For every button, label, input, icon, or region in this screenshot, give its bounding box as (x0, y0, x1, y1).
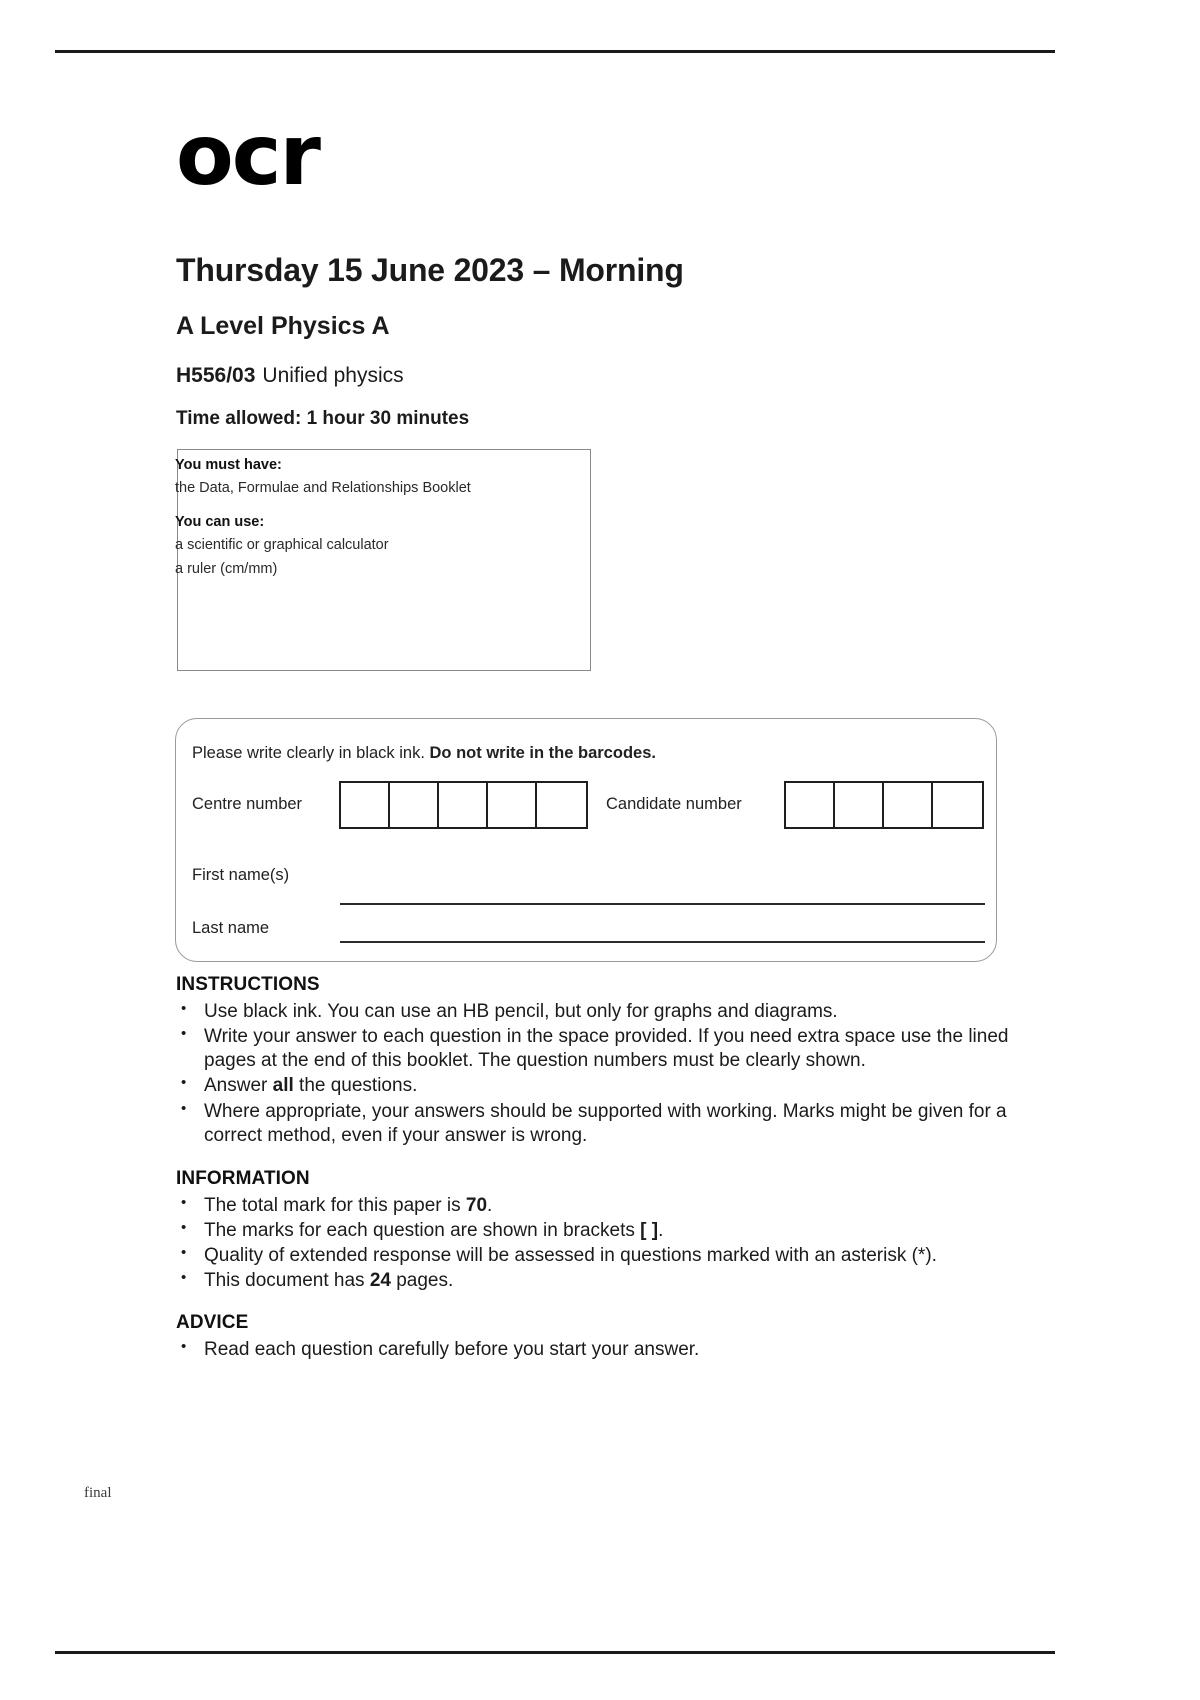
materials-content (175, 454, 595, 581)
list-item (176, 1194, 1036, 1218)
instruction-text-post: the questions. (293, 1075, 418, 1097)
last-name-label: Last name (192, 919, 270, 937)
information-text-post: pages. (390, 1270, 454, 1292)
list-item (176, 1244, 1036, 1268)
last-name-input[interactable] (340, 941, 985, 943)
information-title: INFORMATION (176, 1168, 310, 1189)
paper-component: Unified physics (262, 364, 404, 387)
instruction-text: Write your answer to each question in the space provided. If you need extra space use the lined pages at the end of this booklet. The question numbers must be clearly shown. (204, 1026, 1009, 1072)
centre-number-cell[interactable] (537, 783, 586, 827)
instruction-text-pre: Answer (204, 1075, 273, 1097)
list-item (176, 1000, 1036, 1024)
list-item (176, 1074, 1036, 1098)
time-allowed: Time allowed: 1 hour 30 minutes (176, 408, 470, 429)
information-text: Quality of extended response will be assessed in questions marked with an asterisk (*). (204, 1245, 937, 1267)
list-item (176, 1219, 1036, 1243)
must-have-item: the Data, Formulae and Relationships Booklet (175, 480, 471, 497)
first-names-input[interactable] (340, 903, 985, 905)
exam-date-heading: Thursday 15 June 2023 – Morning (176, 252, 684, 288)
bottom-rule-divider (55, 1651, 1055, 1654)
information-text-post: . (658, 1220, 664, 1242)
information-text-pre: This document has (204, 1270, 370, 1292)
candidate-number-cell[interactable] (884, 783, 933, 827)
qualification-heading: A Level Physics A (176, 312, 390, 340)
centre-number-cell[interactable] (341, 783, 390, 827)
page-count-value: 24 (369, 1270, 391, 1292)
advice-title: ADVICE (176, 1312, 249, 1333)
candidate-number-cell[interactable] (786, 783, 835, 827)
can-use-item-calculator: a scientific or graphical calculator (175, 537, 389, 554)
list-item (176, 1338, 1036, 1362)
candidate-number-input[interactable] (784, 781, 984, 829)
total-mark-value: 70 (465, 1195, 488, 1216)
brackets-symbol: [ ] (640, 1220, 659, 1242)
materials-box (177, 449, 591, 671)
top-rule-divider (55, 50, 1055, 53)
centre-number-cell[interactable] (390, 783, 439, 827)
instruction-text-bold: all (272, 1075, 294, 1097)
barcode-note-bold: Do not write in the barcodes. (429, 744, 656, 762)
list-item (176, 1025, 1036, 1073)
ocr-logo: ocr (176, 106, 319, 204)
candidate-number-label: Candidate number (606, 795, 742, 813)
advice-text: Read each question carefully before you start your answer. (204, 1339, 700, 1360)
information-text-pre: The total mark for this paper is (204, 1195, 466, 1216)
instructions-title: INSTRUCTIONS (176, 974, 320, 995)
can-use-heading: You can use: (175, 513, 265, 530)
information-text-pre: The marks for each question are shown in brackets (204, 1220, 641, 1242)
advice-section (176, 1312, 1036, 1363)
materials-spacer (175, 501, 595, 511)
centre-number-input[interactable] (339, 781, 588, 829)
barcode-note-plain: Please write clearly in black ink. (192, 744, 430, 762)
instruction-text: Where appropriate, your answers should be supported with working. Marks might be given for a correct method, even if your answer is wrong. (204, 1100, 1007, 1146)
instructions-list (176, 1000, 1036, 1148)
advice-list (176, 1338, 1036, 1362)
paper-code: H556/03 (176, 364, 256, 387)
must-have-heading: You must have: (175, 457, 282, 473)
centre-number-cell[interactable] (439, 783, 488, 827)
candidate-number-cell[interactable] (933, 783, 982, 827)
list-item (176, 1269, 1036, 1293)
footer-note: final (84, 1485, 112, 1501)
centre-number-cell[interactable] (488, 783, 537, 827)
barcode-note (192, 744, 656, 763)
information-section (176, 1168, 1036, 1295)
information-list (176, 1194, 1036, 1294)
list-item (176, 1100, 1036, 1148)
paper-code-row (176, 364, 1056, 388)
first-names-label: First name(s) (192, 866, 290, 884)
instruction-text: Use black ink. You can use an HB pencil, but only for graphs and diagrams. (204, 1001, 838, 1022)
information-text-post: . (487, 1195, 493, 1216)
centre-number-label: Centre number (192, 795, 303, 813)
instructions-section (176, 974, 1036, 1149)
candidate-number-cell[interactable] (835, 783, 884, 827)
can-use-item-ruler: a ruler (cm/mm) (175, 560, 278, 577)
